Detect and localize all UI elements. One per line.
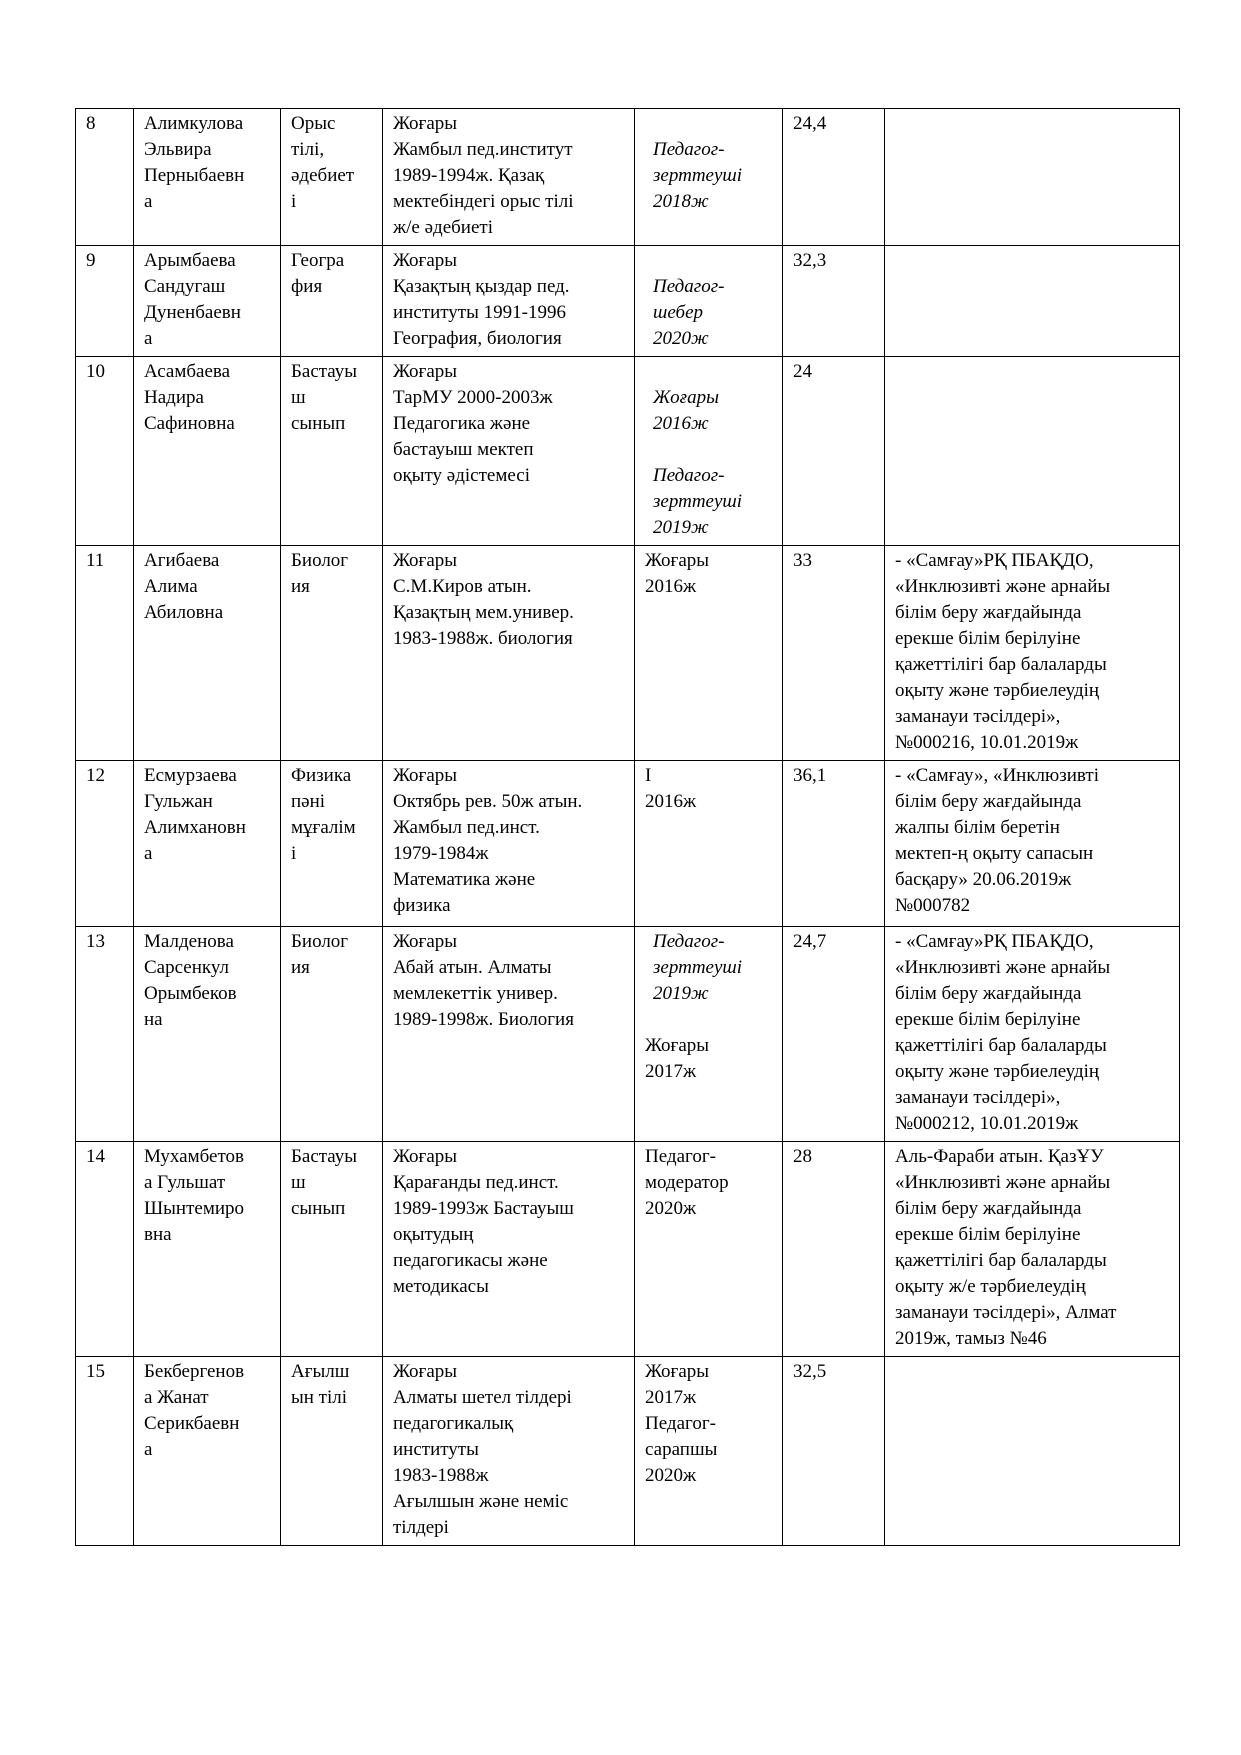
row-number-cell: 13 (76, 927, 134, 1142)
category-text: Жоғары 2016ж Педагог- зерттеуші 2019ж (653, 387, 743, 538)
teacher-name-cell: Есмурзаева Гульжан Алимхановн а (134, 761, 281, 927)
category-text: Жоғары 2017ж (645, 1035, 710, 1082)
teacher-name-cell: Асамбаева Надира Сафиновна (134, 357, 281, 546)
course-notes-cell (885, 1357, 1180, 1546)
education-cell: Жоғары С.М.Киров атын. Қазақтың мем.универ. 1983-1988ж. биология (383, 546, 635, 761)
table-row (76, 927, 1180, 1142)
teacher-name-cell: Алимкулова Эльвира Перныбаевн а (134, 109, 281, 246)
category-text: Жоғары 2016ж (645, 550, 710, 597)
course-notes-cell (885, 246, 1180, 357)
category-cell (635, 1142, 783, 1357)
course-notes-cell: Аль-Фараби атын. ҚазҰУ «Инклюзивті және арнайы білім беру жағдайында ерекше білім берілуіне қажеттілігі бар балаларды оқыту ж/е тәрбиелеудің заманауи тәсілдері», Алмат 2019ж, тамыз №46 (885, 1142, 1180, 1357)
category-cell (635, 1357, 783, 1546)
experience-cell: 24,4 (783, 109, 885, 246)
category-text: Педагог- зерттеуші 2019ж (653, 931, 743, 1004)
category-text: Педагог- модератор 2020ж (645, 1146, 729, 1219)
row-number-cell: 8 (76, 109, 134, 246)
experience-cell: 28 (783, 1142, 885, 1357)
course-notes-cell (885, 109, 1180, 246)
row-number-cell: 14 (76, 1142, 134, 1357)
education-cell: Жоғары Абай атын. Алматы мемлекеттік универ. 1989-1998ж. Биология (383, 927, 635, 1142)
staff-table-body (76, 109, 1180, 1546)
experience-cell: 36,1 (783, 761, 885, 927)
experience-cell: 24 (783, 357, 885, 546)
teacher-name-cell: Малденова Сарсенкул Орымбеков на (134, 927, 281, 1142)
category-text: Педагог- зерттеуші 2018ж (653, 139, 743, 212)
experience-cell: 32,5 (783, 1357, 885, 1546)
category-cell (635, 109, 783, 246)
row-number-cell: 15 (76, 1357, 134, 1546)
subject-cell: Ағылш ын тілі (281, 1357, 383, 1546)
course-notes-cell: - «Самғау», «Инклюзивті білім беру жағдайында жалпы білім беретін мектеп-ң оқыту сапасын басқару» 20.06.2019ж №000782 (885, 761, 1180, 927)
table-row (76, 246, 1180, 357)
row-number-cell: 12 (76, 761, 134, 927)
education-cell: Жоғары ТарМУ 2000-2003ж Педагогика және бастауыш мектеп оқыту әдістемесі (383, 357, 635, 546)
category-cell (635, 246, 783, 357)
table-row (76, 109, 1180, 246)
category-text: I 2016ж (645, 765, 697, 812)
table-row (76, 761, 1180, 927)
subject-cell: Геогра фия (281, 246, 383, 357)
staff-table (75, 108, 1180, 1546)
subject-cell: Бастауы ш сынып (281, 1142, 383, 1357)
category-text: Педагог- шебер 2020ж (653, 276, 725, 349)
category-cell (635, 546, 783, 761)
experience-cell: 24,7 (783, 927, 885, 1142)
education-cell: Жоғары Алматы шетел тілдері педагогикалық институты 1983-1988ж Ағылшын және неміс тілдері (383, 1357, 635, 1546)
category-cell (635, 357, 783, 546)
education-cell: Жоғары Жамбыл пед.институт 1989-1994ж. Қазақ мектебіндегі орыс тілі ж/е әдебиеті (383, 109, 635, 246)
table-row (76, 1357, 1180, 1546)
education-cell: Жоғары Октябрь рев. 50ж атын. Жамбыл пед.инст. 1979-1984ж Математика және физика (383, 761, 635, 927)
teacher-name-cell: Арымбаева Сандугаш Дуненбаевн а (134, 246, 281, 357)
subject-cell: Орыс тілі, әдебиет і (281, 109, 383, 246)
category-text: Жоғары 2017ж Педагог- сарапшы 2020ж (645, 1361, 718, 1486)
experience-cell: 33 (783, 546, 885, 761)
course-notes-cell: - «Самғау»РҚ ПБАҚДО, «Инклюзивті және арнайы білім беру жағдайында ерекше білім берілуіне қажеттілігі бар балаларды оқыту және тәрбиелеудің заманауи тәсілдері», №000212, 10.01.2019ж (885, 927, 1180, 1142)
teacher-name-cell: Мухамбетов а Гульшат Шынтемиро вна (134, 1142, 281, 1357)
course-notes-cell: - «Самғау»РҚ ПБАҚДО, «Инклюзивті және арнайы білім беру жағдайында ерекше білім берілуіне қажеттілігі бар балаларды оқыту және тәрбиелеудің заманауи тәсілдері», №000216, 10.01.2019ж (885, 546, 1180, 761)
row-number-cell: 11 (76, 546, 134, 761)
education-cell: Жоғары Қарағанды пед.инст. 1989-1993ж Бастауыш оқытудың педагогикасы және методикасы (383, 1142, 635, 1357)
subject-cell: Бастауы ш сынып (281, 357, 383, 546)
subject-cell: Физика пәні мұғалім і (281, 761, 383, 927)
table-row (76, 546, 1180, 761)
education-cell: Жоғары Қазақтың қыздар пед. институты 1991-1996 География, биология (383, 246, 635, 357)
row-number-cell: 9 (76, 246, 134, 357)
category-cell (635, 761, 783, 927)
table-row (76, 357, 1180, 546)
subject-cell: Биолог ия (281, 546, 383, 761)
subject-cell: Биолог ия (281, 927, 383, 1142)
row-number-cell: 10 (76, 357, 134, 546)
teacher-name-cell: Бекбергенов а Жанат Серикбаевн а (134, 1357, 281, 1546)
course-notes-cell (885, 357, 1180, 546)
teacher-name-cell: Агибаева Алима Абиловна (134, 546, 281, 761)
experience-cell: 32,3 (783, 246, 885, 357)
category-cell (635, 927, 783, 1142)
table-row (76, 1142, 1180, 1357)
